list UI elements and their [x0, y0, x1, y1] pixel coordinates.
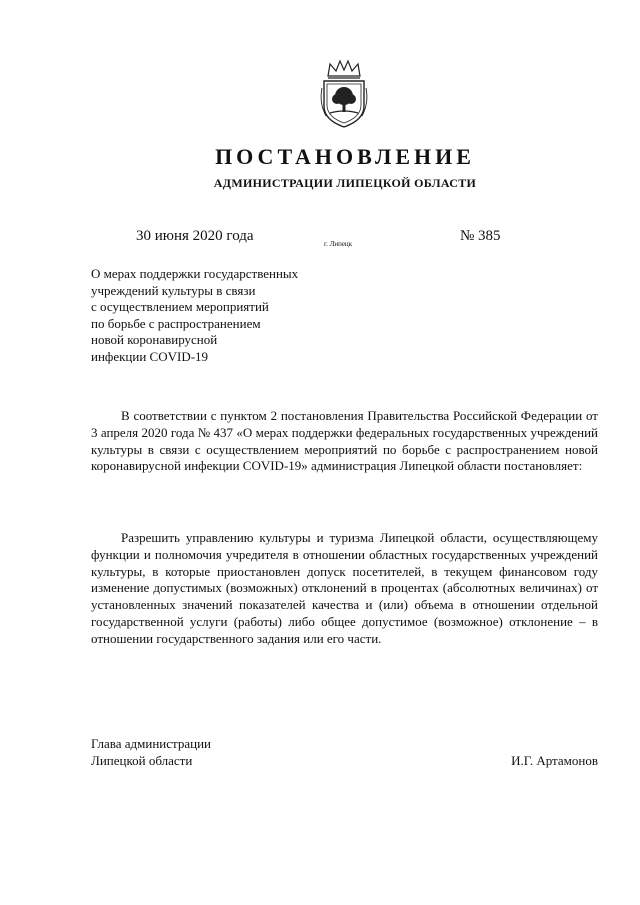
subject-line: инфекции COVID-19: [91, 348, 209, 364]
resolution-paragraph: Разрешить управлению культуры и туризма Липецкой области, осуществляющему функции и полномочия учредителя в отношении областных государственных учреждений культуры, в которые приостановлен допуск посетителей, в текущем финансовом году изменение допустимых (возможных) отклонений в процентах (абсолютных величинах) от установленных значений показателей качества и (или) объема в отношении отдельной государственной услуги (работы) либо общее допустимое (возможное) отклонение – в отношении государственного задания или его части.: [91, 530, 598, 646]
subject-line: по борьбе с распространением: [91, 315, 261, 331]
signatory-position-line: Липецкой области: [91, 753, 193, 768]
subject-line: О мерах поддержки государственных: [91, 266, 299, 281]
document-place: г. Липецк: [324, 240, 353, 248]
signatory-position-line: Глава администрации: [91, 736, 212, 751]
document-title: ПОСТАНОВЛЕНИЕ: [215, 144, 475, 169]
subject-line: учреждений культуры в связи: [91, 282, 256, 298]
subject-line: с осуществлением мероприятий: [91, 299, 269, 314]
preamble-paragraph: В соответствии с пунктом 2 постановления Правительства Российской Федерации от 3 апреля 2020 года № 437 «О мерах поддержки федеральных государственных учреждений культуры в связи с осуществлением мероприятий по борьбе с распространением новой коронавирусной инфекции COVID-19» администрация Липецкой области постановляет:: [91, 408, 598, 474]
issuing-authority: АДМИНИСТРАЦИИ ЛИПЕЦКОЙ ОБЛАСТИ: [213, 176, 477, 190]
coat-of-arms-icon: [318, 58, 370, 130]
document-number: № 385: [460, 228, 501, 244]
signatory-name: И.Г. Артамонов: [511, 753, 598, 768]
document-date: 30 июня 2020 года: [136, 228, 254, 244]
signatory-position: [91, 735, 211, 769]
subject-line: новой коронавирусной: [91, 332, 218, 347]
document-subject: [91, 266, 361, 365]
